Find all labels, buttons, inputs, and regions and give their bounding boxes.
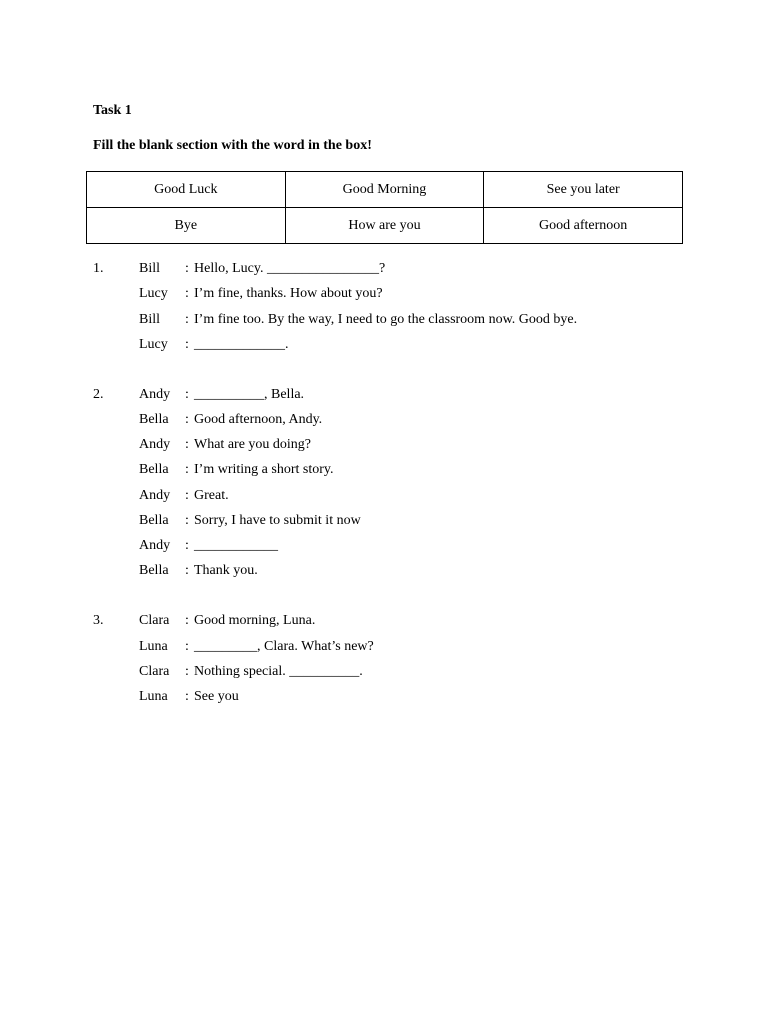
word-box-cell: See you later: [484, 172, 683, 208]
dialogue-line: [0, 511, 768, 531]
utterance: Thank you.: [194, 563, 258, 578]
speaker-name: Bill: [139, 312, 161, 327]
colon: :: [185, 437, 189, 452]
speaker-name: Bella: [139, 462, 169, 477]
word-box-table: [86, 171, 683, 244]
colon: :: [185, 387, 189, 402]
speaker-name: Bill: [139, 261, 161, 276]
dialogue-line: [0, 611, 768, 631]
speaker-name: Luna: [139, 639, 168, 654]
utterance: I’m fine, thanks. How about you?: [194, 286, 383, 301]
dialogue-line: [0, 637, 768, 657]
colon: :: [185, 613, 189, 628]
colon: :: [185, 337, 189, 352]
colon: :: [185, 639, 189, 654]
utterance: Nothing special. __________.: [194, 664, 363, 679]
speaker-name: Bella: [139, 513, 169, 528]
dialogue-line: [0, 385, 768, 405]
colon: :: [185, 412, 189, 427]
dialogue-line: [0, 310, 768, 330]
dialogue-line: [0, 460, 768, 480]
dialogue-line: [0, 687, 768, 707]
speaker-name: Clara: [139, 664, 170, 679]
utterance: Sorry, I have to submit it now: [194, 513, 361, 528]
utterance: ____________: [194, 538, 278, 553]
speaker-name: Bella: [139, 563, 169, 578]
utterance: _____________.: [194, 337, 289, 352]
speaker-name: Luna: [139, 689, 168, 704]
speaker-name: Lucy: [139, 286, 168, 301]
dialogue-line: [0, 435, 768, 455]
colon: :: [185, 488, 189, 503]
dialogue-number: 2.: [93, 387, 104, 402]
dialogue-line: [0, 284, 768, 304]
utterance: Great.: [194, 488, 229, 503]
dialogue-line: [0, 662, 768, 682]
colon: :: [185, 664, 189, 679]
utterance: See you: [194, 689, 239, 704]
word-box-cell: How are you: [285, 208, 484, 244]
dialogue-number: 1.: [93, 261, 104, 276]
dialogue-number: 3.: [93, 613, 104, 628]
colon: :: [185, 563, 189, 578]
utterance: What are you doing?: [194, 437, 312, 452]
speaker-name: Andy: [139, 437, 171, 452]
speaker-name: Bella: [139, 412, 169, 427]
utterance: _________, Clara. What’s new?: [194, 639, 374, 654]
colon: :: [185, 286, 189, 301]
colon: :: [185, 513, 189, 528]
utterance: Hello, Lucy. ________________?: [194, 261, 386, 276]
dialogue-line: [0, 335, 768, 355]
speaker-name: Andy: [139, 387, 171, 402]
colon: :: [185, 689, 189, 704]
utterance: I’m fine too. By the way, I need to go the classroom now. Good bye.: [194, 312, 578, 327]
colon: :: [185, 462, 189, 477]
colon: :: [185, 261, 189, 276]
word-box-row: [87, 208, 683, 244]
instruction: Fill the blank section with the word in the box!: [93, 138, 372, 153]
dialogue-line: [0, 536, 768, 556]
dialogue-line: [0, 259, 768, 279]
colon: :: [185, 538, 189, 553]
dialogue-line: [0, 486, 768, 506]
utterance: Good afternoon, Andy.: [194, 412, 323, 427]
utterance: Good morning, Luna.: [194, 613, 316, 628]
speaker-name: Clara: [139, 613, 170, 628]
word-box-cell: Good Morning: [285, 172, 484, 208]
utterance: I’m writing a short story.: [194, 462, 334, 477]
speaker-name: Andy: [139, 488, 171, 503]
word-box-row: [87, 172, 683, 208]
speaker-name: Andy: [139, 538, 171, 553]
dialogue-line: [0, 561, 768, 581]
word-box-cell: Bye: [87, 208, 286, 244]
colon: :: [185, 312, 189, 327]
word-box-cell: Good Luck: [87, 172, 286, 208]
utterance: __________, Bella.: [194, 387, 305, 402]
speaker-name: Lucy: [139, 337, 168, 352]
task-title: Task 1: [93, 103, 132, 118]
word-box-cell: Good afternoon: [484, 208, 683, 244]
dialogue-line: [0, 410, 768, 430]
